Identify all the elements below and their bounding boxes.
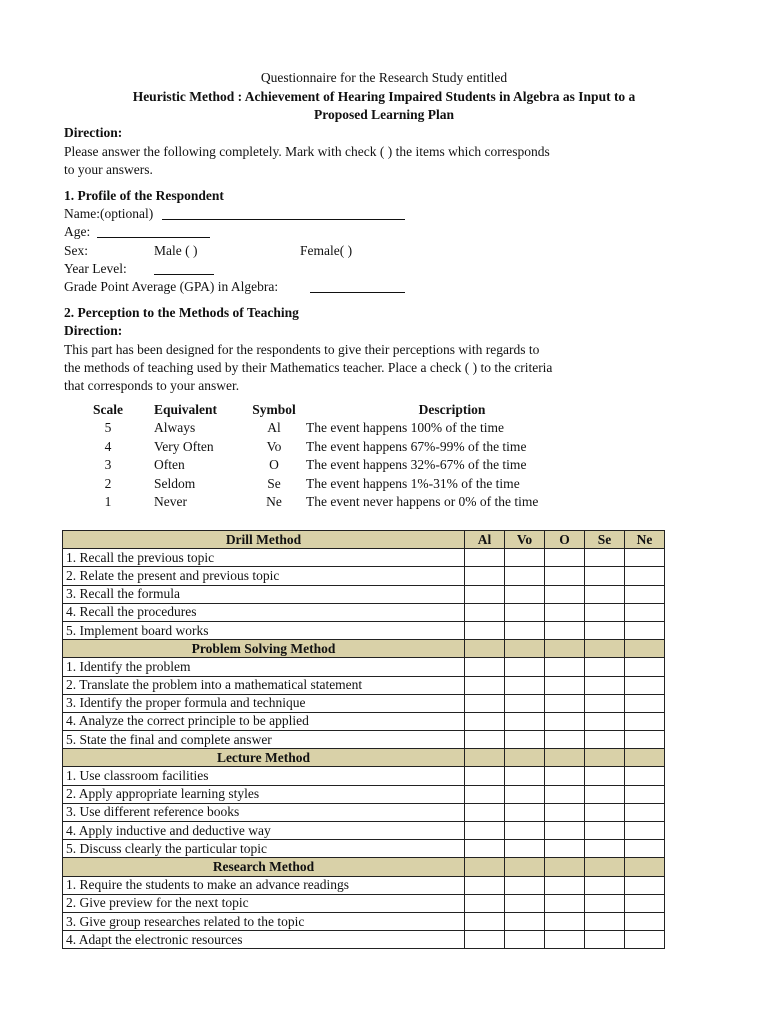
check-cell-o[interactable] <box>545 731 585 749</box>
check-cell-vo[interactable] <box>505 931 545 949</box>
check-cell-vo[interactable] <box>505 894 545 912</box>
check-cell-se[interactable] <box>585 894 625 912</box>
check-cell-ne[interactable] <box>625 585 665 603</box>
check-cell-o[interactable] <box>545 585 585 603</box>
check-cell-ne[interactable] <box>625 658 665 676</box>
title-line-1: Questionnaire for the Research Study entitled <box>260 70 508 85</box>
table-row <box>63 803 665 821</box>
problem-solving-section-row <box>63 640 665 658</box>
scale-row <box>84 438 622 456</box>
direction-label: Direction: <box>64 125 123 140</box>
check-cell-se[interactable] <box>585 912 625 930</box>
section-blank-cell <box>505 858 545 876</box>
check-cell-ne[interactable] <box>625 621 665 639</box>
scale-legend-rows <box>84 419 622 511</box>
check-cell-ne[interactable] <box>625 876 665 894</box>
research-item: 4. Adapt the electronic resources <box>63 931 465 949</box>
section-blank-cell <box>545 858 585 876</box>
lecture-item: 5. Discuss clearly the particular topic <box>63 840 465 858</box>
check-cell-vo[interactable] <box>505 876 545 894</box>
scale-equivalent: Very Often <box>154 438 214 454</box>
scale-legend-header <box>84 401 622 419</box>
check-cell-ne[interactable] <box>625 603 665 621</box>
perception-heading: 2. Perception to the Methods of Teaching <box>64 305 299 320</box>
lecture-section-title: Lecture Method <box>63 749 465 767</box>
check-cell-al[interactable] <box>465 785 505 803</box>
check-cell-o[interactable] <box>545 840 585 858</box>
name-label: Name:(optional) <box>64 206 154 221</box>
check-cell-se[interactable] <box>585 931 625 949</box>
section-blank-cell <box>585 749 625 767</box>
drill-method-header: Drill Method <box>63 531 465 549</box>
survey-table <box>62 530 665 949</box>
check-cell-o[interactable] <box>545 694 585 712</box>
description-header: Description <box>418 402 486 417</box>
scale-description: The event never happens or 0% of the time <box>306 494 539 510</box>
check-cell-o[interactable] <box>545 822 585 840</box>
section-blank-cell <box>625 640 665 658</box>
check-cell-se[interactable] <box>585 676 625 694</box>
check-cell-vo[interactable] <box>505 822 545 840</box>
check-cell-vo[interactable] <box>505 621 545 639</box>
scale-equivalent: Never <box>154 494 187 510</box>
sex-label: Sex: <box>64 243 89 258</box>
check-cell-se[interactable] <box>585 803 625 821</box>
symbol-header: Symbol <box>252 402 296 417</box>
check-cell-se[interactable] <box>585 840 625 858</box>
col-al-header: Al <box>465 531 505 549</box>
check-cell-vo[interactable] <box>505 803 545 821</box>
check-cell-ne[interactable] <box>625 767 665 785</box>
gpa-label: Grade Point Average (GPA) in Algebra: <box>64 279 279 294</box>
table-row <box>63 567 665 585</box>
check-cell-vo[interactable] <box>505 585 545 603</box>
scale-header: Scale <box>93 402 123 417</box>
scale-symbol: Vo <box>266 438 282 454</box>
direction-text-1: Please answer the following completely. Mark with check ( ) the items which corresponds <box>64 144 550 159</box>
research-item: 3. Give group researches related to the topic <box>63 912 465 930</box>
check-cell-o[interactable] <box>545 785 585 803</box>
check-cell-se[interactable] <box>585 567 625 585</box>
check-cell-se[interactable] <box>585 876 625 894</box>
title-line-3: Proposed Learning Plan <box>313 107 455 122</box>
research-item: 1. Require the students to make an advance readings <box>63 876 465 894</box>
scale-equivalent: Always <box>154 420 196 436</box>
check-cell-se[interactable] <box>585 767 625 785</box>
check-cell-se[interactable] <box>585 712 625 730</box>
survey-body <box>63 549 665 949</box>
check-cell-al[interactable] <box>465 894 505 912</box>
check-cell-al[interactable] <box>465 822 505 840</box>
scale-row <box>84 475 622 493</box>
check-cell-se[interactable] <box>585 694 625 712</box>
section-blank-cell <box>505 749 545 767</box>
check-cell-al[interactable] <box>465 712 505 730</box>
table-row <box>63 621 665 639</box>
check-cell-ne[interactable] <box>625 803 665 821</box>
check-cell-se[interactable] <box>585 731 625 749</box>
problem-solving-item: 3. Identify the proper formula and technique <box>63 694 465 712</box>
check-cell-o[interactable] <box>545 621 585 639</box>
check-cell-o[interactable] <box>545 676 585 694</box>
check-cell-al[interactable] <box>465 585 505 603</box>
table-row <box>63 767 665 785</box>
check-cell-al[interactable] <box>465 676 505 694</box>
check-cell-vo[interactable] <box>505 567 545 585</box>
scale-symbol: O <box>269 457 279 473</box>
check-cell-vo[interactable] <box>505 731 545 749</box>
lecture-item: 2. Apply appropriate learning styles <box>63 785 465 803</box>
lecture-item: 4. Apply inductive and deductive way <box>63 822 465 840</box>
lecture-item: 3. Use different reference books <box>63 803 465 821</box>
scale-value: 4 <box>104 438 112 454</box>
scale-symbol: Ne <box>266 494 282 510</box>
check-cell-vo[interactable] <box>505 712 545 730</box>
check-cell-ne[interactable] <box>625 549 665 567</box>
age-label: Age: <box>64 224 91 239</box>
scale-value: 1 <box>104 494 112 510</box>
problem-solving-item: 5. State the final and complete answer <box>63 731 465 749</box>
drill-item: 2. Relate the present and previous topic <box>63 567 465 585</box>
check-cell-al[interactable] <box>465 621 505 639</box>
check-cell-al[interactable] <box>465 767 505 785</box>
table-row <box>63 549 665 567</box>
section-blank-cell <box>585 858 625 876</box>
title-line-2: Heuristic Method : Achievement of Hearing Impaired Students in Algebra as Input to a <box>132 89 636 104</box>
table-row <box>63 876 665 894</box>
check-cell-al[interactable] <box>465 549 505 567</box>
problem-solving-item: 1. Identify the problem <box>63 658 465 676</box>
check-cell-vo[interactable] <box>505 767 545 785</box>
check-cell-vo[interactable] <box>505 676 545 694</box>
table-row <box>63 894 665 912</box>
check-cell-o[interactable] <box>545 894 585 912</box>
check-cell-al[interactable] <box>465 731 505 749</box>
check-cell-se[interactable] <box>585 658 625 676</box>
year-level-label: Year Level: <box>64 261 127 276</box>
check-cell-al[interactable] <box>465 931 505 949</box>
lecture-section-row <box>63 749 665 767</box>
section-blank-cell <box>465 749 505 767</box>
section-blank-cell <box>545 640 585 658</box>
table-row <box>63 585 665 603</box>
check-cell-al[interactable] <box>465 803 505 821</box>
check-cell-ne[interactable] <box>625 912 665 930</box>
col-se-header: Se <box>585 531 625 549</box>
check-cell-ne[interactable] <box>625 676 665 694</box>
table-row <box>63 712 665 730</box>
table-row <box>63 603 665 621</box>
check-cell-al[interactable] <box>465 840 505 858</box>
drill-item: 1. Recall the previous topic <box>63 549 465 567</box>
check-cell-o[interactable] <box>545 658 585 676</box>
check-cell-al[interactable] <box>465 876 505 894</box>
problem-solving-section-title: Problem Solving Method <box>63 640 465 658</box>
col-vo-header: Vo <box>505 531 545 549</box>
check-cell-o[interactable] <box>545 549 585 567</box>
perception-direction-label: Direction: <box>64 323 123 338</box>
scale-legend-table <box>84 401 622 511</box>
table-row <box>63 676 665 694</box>
section-blank-cell <box>465 858 505 876</box>
year-level-field[interactable] <box>154 261 214 275</box>
check-cell-ne[interactable] <box>625 694 665 712</box>
check-cell-vo[interactable] <box>505 694 545 712</box>
research-section-row <box>63 858 665 876</box>
female-option[interactable]: Female( ) <box>300 243 353 258</box>
check-cell-ne[interactable] <box>625 712 665 730</box>
check-cell-o[interactable] <box>545 567 585 585</box>
equivalent-header: Equivalent <box>154 402 218 417</box>
check-cell-ne[interactable] <box>625 894 665 912</box>
check-cell-vo[interactable] <box>505 912 545 930</box>
check-cell-vo[interactable] <box>505 658 545 676</box>
check-cell-vo[interactable] <box>505 549 545 567</box>
check-cell-se[interactable] <box>585 549 625 567</box>
scale-equivalent: Often <box>154 457 185 473</box>
check-cell-vo[interactable] <box>505 840 545 858</box>
check-cell-al[interactable] <box>465 567 505 585</box>
check-cell-o[interactable] <box>545 912 585 930</box>
profile-heading: 1. Profile of the Respondent <box>64 188 224 203</box>
check-cell-al[interactable] <box>465 694 505 712</box>
check-cell-al[interactable] <box>465 603 505 621</box>
check-cell-o[interactable] <box>545 876 585 894</box>
table-row <box>63 931 665 949</box>
age-field[interactable] <box>97 224 210 238</box>
check-cell-se[interactable] <box>585 621 625 639</box>
scale-description: The event happens 32%-67% of the time <box>306 457 527 473</box>
perception-text-2: the methods of teaching used by their Mathematics teacher. Place a check ( ) to the criteria <box>64 360 553 375</box>
table-row <box>63 731 665 749</box>
check-cell-se[interactable] <box>585 822 625 840</box>
scale-value: 5 <box>104 420 112 436</box>
scale-value: 2 <box>104 475 112 491</box>
table-row <box>63 785 665 803</box>
problem-solving-item: 2. Translate the problem into a mathematical statement <box>63 676 465 694</box>
check-cell-al[interactable] <box>465 658 505 676</box>
check-cell-ne[interactable] <box>625 840 665 858</box>
check-cell-ne[interactable] <box>625 731 665 749</box>
lecture-item: 1. Use classroom facilities <box>63 767 465 785</box>
research-section-title: Research Method <box>63 858 465 876</box>
section-blank-cell <box>585 640 625 658</box>
direction-text-2: to your answers. <box>64 162 153 177</box>
check-cell-ne[interactable] <box>625 785 665 803</box>
drill-item: 3. Recall the formula <box>63 585 465 603</box>
check-cell-ne[interactable] <box>625 567 665 585</box>
section-blank-cell <box>545 749 585 767</box>
table-row <box>63 658 665 676</box>
section-blank-cell <box>465 640 505 658</box>
check-cell-o[interactable] <box>545 712 585 730</box>
table-row <box>63 840 665 858</box>
check-cell-se[interactable] <box>585 585 625 603</box>
drill-item: 5. Implement board works <box>63 621 465 639</box>
check-cell-o[interactable] <box>545 603 585 621</box>
check-cell-vo[interactable] <box>505 785 545 803</box>
check-cell-ne[interactable] <box>625 822 665 840</box>
male-option[interactable]: Male ( ) <box>154 243 198 258</box>
section-blank-cell <box>625 749 665 767</box>
check-cell-o[interactable] <box>545 803 585 821</box>
scale-symbol: Al <box>267 420 281 436</box>
check-cell-al[interactable] <box>465 912 505 930</box>
table-row <box>63 912 665 930</box>
col-ne-header: Ne <box>625 531 665 549</box>
table-row <box>63 694 665 712</box>
check-cell-vo[interactable] <box>505 603 545 621</box>
scale-row <box>84 456 622 474</box>
survey-header-row <box>63 531 665 549</box>
check-cell-se[interactable] <box>585 785 625 803</box>
table-row <box>63 822 665 840</box>
check-cell-o[interactable] <box>545 767 585 785</box>
research-item: 2. Give preview for the next topic <box>63 894 465 912</box>
check-cell-o[interactable] <box>545 931 585 949</box>
problem-solving-item: 4. Analyze the correct principle to be applied <box>63 712 465 730</box>
scale-equivalent: Seldom <box>154 475 196 491</box>
scale-row <box>84 493 622 511</box>
scale-value: 3 <box>104 457 112 473</box>
scale-description: The event happens 67%-99% of the time <box>306 438 527 454</box>
check-cell-ne[interactable] <box>625 931 665 949</box>
scale-symbol: Se <box>267 475 281 491</box>
perception-text-3: that corresponds to your answer. <box>64 378 240 393</box>
section-blank-cell <box>625 858 665 876</box>
scale-row <box>84 419 622 437</box>
drill-item: 4. Recall the procedures <box>63 603 465 621</box>
name-field[interactable] <box>162 206 405 220</box>
check-cell-se[interactable] <box>585 603 625 621</box>
gpa-field[interactable] <box>310 279 405 293</box>
perception-text-1: This part has been designed for the respondents to give their perceptions with regards to <box>64 342 540 357</box>
section-blank-cell <box>505 640 545 658</box>
col-o-header: O <box>545 531 585 549</box>
scale-description: The event happens 100% of the time <box>306 420 504 436</box>
scale-description: The event happens 1%-31% of the time <box>306 475 520 491</box>
